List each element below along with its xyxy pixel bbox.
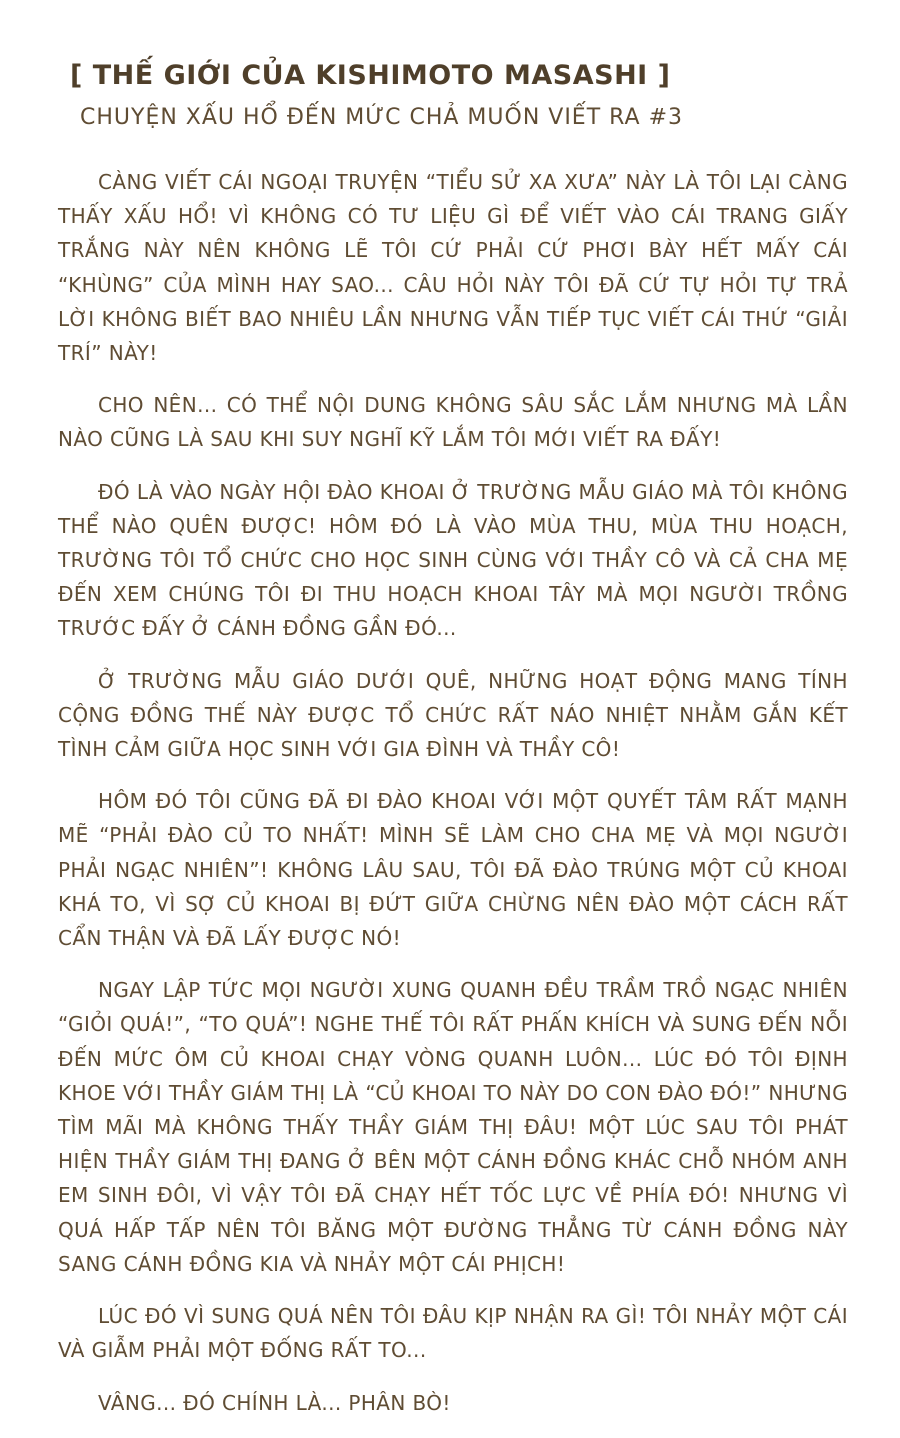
paragraph-4: Ở TRƯỜNG MẪU GIÁO DƯỚI QUÊ, NHỮNG HOẠT ĐỘNG MANG TÍNH CỘNG ĐỒNG THẾ NÀY ĐƯỢC TỔ CHỨC RẤT NÁO NHIỆT NHẰM GẮN KẾT TÌNH CẢM GIỮA HỌC SINH VỚI GIA ĐÌNH VÀ THẦY CÔ! xyxy=(58,668,848,762)
article-body xyxy=(58,165,848,1438)
paragraph-2: CHO NÊN... CÓ THỂ NỘI DUNG KHÔNG SÂU SẮC LẮM NHƯNG MÀ LẦN NÀO CŨNG LÀ SAU KHI SUY NGHĨ KỸ LẮM TÔI MỚI VIẾT RA ĐẤY! xyxy=(58,393,848,452)
paragraph-5: HÔM ĐÓ TÔI CŨNG ĐÃ ĐI ĐÀO KHOAI VỚI MỘT QUYẾT TÂM RẤT MẠNH MẼ “PHẢI ĐÀO CỦ TO NHẤT! MÌNH SẼ LÀM CHO CHA MẸ VÀ MỌI NGƯỜI PHẢI NGẠC NHIÊN”! KHÔNG LÂU SAU, TÔI ĐÃ ĐÀO TRÚNG MỘT CỦ KHOAI KHÁ TO, VÌ SỢ CỦ KHOAI BỊ ĐỨT GIỮA CHỪNG NÊN ĐÀO MỘT CÁCH RẤT CẨN THẬN VÀ ĐÃ LẤY ĐƯỢC NÓ! xyxy=(58,789,848,951)
paragraph-1: CÀNG VIẾT CÁI NGOẠI TRUYỆN “TIỂU SỬ XA XƯA” NÀY LÀ TÔI LẠI CÀNG THẤY XẤU HỔ! VÌ KHÔNG CÓ TƯ LIỆU GÌ ĐỂ VIẾT VÀO CÁI TRANG GIẤY TRẮNG NÀY NÊN KHÔNG LẼ TÔI CỨ PHẢI CỨ PHƠI BÀY HẾT MẤY CÁI “KHÙNG” CỦA MÌNH HAY SAO... CÂU HỎI NÀY TÔI ĐÃ CỨ TỰ HỎI TỰ TRẢ LỜI KHÔNG BIẾT BAO NHIÊU LẦN NHƯNG VẪN TIẾP TỤC VIẾT CÁI THỨ “GIẢI TRÍ” NÀY! xyxy=(58,170,848,366)
paragraph-7: LÚC ĐÓ VÌ SUNG QUÁ NÊN TÔI ĐÂU KỊP NHẬN RA GÌ! TÔI NHẢY MỘT CÁI VÀ GIẪM PHẢI MỘT ĐỐNG RẤT TO... xyxy=(58,1304,848,1363)
paragraph-6: NGAY LẬP TỨC MỌI NGƯỜI XUNG QUANH ĐỀU TRẦM TRỒ NGẠC NHIÊN “GIỎI QUÁ!”, “TO QUÁ”! NGHE THẾ TÔI RẤT PHẤN KHÍCH VÀ SUNG ĐẾN NỖI ĐẾN MỨC ÔM CỦ KHOAI CHẠY VÒNG QUANH LUÔN... LÚC ĐÓ TÔI ĐỊNH KHOE VỚI THẦY GIÁM THỊ LÀ “CỦ KHOAI TO NÀY DO CON ĐÀO ĐÓ!” NHƯNG TÌM MÃI MÀ KHÔNG THẤY THẦY GIÁM THỊ ĐÂU! MỘT LÚC SAU TÔI PHÁT HIỆN THẦY GIÁM THỊ ĐANG Ở BÊN MỘT CÁNH ĐỒNG KHÁC CHỖ NHÓM ANH EM SINH ĐÔI, VÌ VẬY TÔI ĐÃ CHẠY HẾT TỐC LỰC VỀ PHÍA ĐÓ! NHƯNG VÌ QUÁ HẤP TẤP NÊN TÔI BĂNG MỘT ĐƯỜNG THẲNG TỪ CÁNH ĐỒNG NÀY SANG CÁNH ĐỒNG KIA VÀ NHẢY MỘT CÁI PHỊCH! xyxy=(58,978,848,1276)
page-title: [ THẾ GIỚI CỦA KISHIMOTO MASASHI ] xyxy=(70,60,671,91)
paragraph-3: ĐÓ LÀ VÀO NGÀY HỘI ĐÀO KHOAI Ở TRƯỜNG MẪU GIÁO MÀ TÔI KHÔNG THỂ NÀO QUÊN ĐƯỢC! HÔM ĐÓ LÀ VÀO MÙA THU, MÙA THU HOẠCH, TRƯỜNG TÔI TỔ CHỨC CHO HỌC SINH CÙNG VỚI THẦY CÔ VÀ CẢ CHA MẸ ĐẾN XEM CHÚNG TÔI ĐI THU HOẠCH KHOAI TÂY MÀ MỌI NGƯỜI TRỒNG TRƯỚC ĐẤY Ở CÁNH ĐỒNG GẦN ĐÓ... xyxy=(58,479,848,641)
paragraph-8: VÂNG... ĐÓ CHÍNH LÀ... PHÂN BÒ! xyxy=(98,1390,451,1415)
page-subtitle: CHUYỆN XẤU HỔ ĐẾN MỨC CHẢ MUỐN VIẾT RA #3 xyxy=(80,105,684,130)
